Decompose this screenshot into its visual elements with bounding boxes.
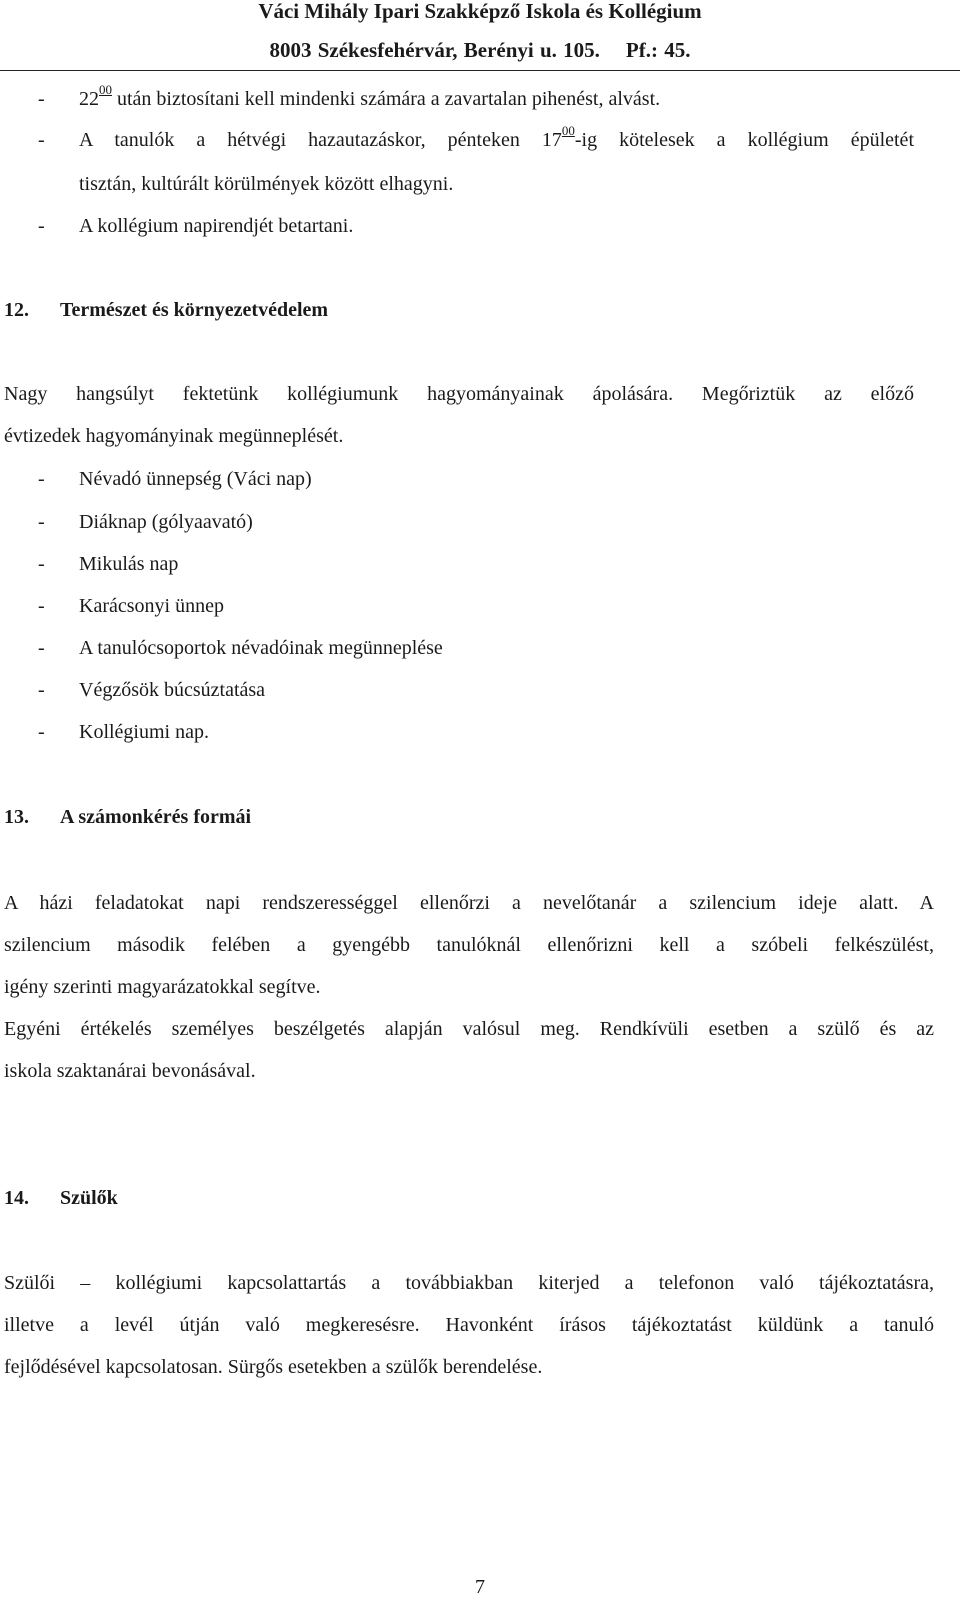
section-number: 12. (4, 299, 29, 321)
paragraph-line: Nagy hangsúlyt fektetünk kollégiumunk hagyományainak ápolására. Megőriztük az előző (4, 383, 914, 405)
paragraph-line: Szülői – kollégiumi kapcsolattartás a továbbiakban kiterjed a telefonon való tájékoztatásra, (4, 1272, 934, 1294)
paragraph-line: iskola szaktanárai bevonásával. (4, 1060, 256, 1082)
section-number: 14. (4, 1187, 29, 1209)
list-item-text: -ig kötelesek a kollégium épületét (574, 129, 914, 151)
po-box: Pf.: 45. (625, 38, 691, 62)
page-number: 7 (475, 1576, 485, 1598)
list-item-text: A tanulók a hétvégi hazautazáskor, pénteken 17 (79, 129, 562, 151)
list-dash: - (38, 129, 45, 151)
list-item-continuation: tisztán, kultúrált körülmények között elhagyni. (79, 173, 454, 195)
time-minutes: 00 (99, 82, 112, 98)
time-hour: 22 (79, 88, 99, 110)
paragraph-line: szilencium második felében a gyengébb tanulóknál ellenőrizni kell a szóbeli felkészülést, (4, 934, 934, 956)
list-item-text: után biztosítani kell mindenki számára a zavartalan pihenést, alvást. (112, 88, 661, 110)
section-heading-13 (4, 805, 251, 829)
list-item: Karácsonyi ünnep (79, 595, 224, 617)
list-item: Kollégiumi nap. (79, 721, 209, 743)
section-heading-14 (4, 1186, 118, 1210)
school-address (0, 38, 960, 63)
paragraph-line: Egyéni értékelés személyes beszélgetés alapján valósul meg. Rendkívüli esetben a szülő és az (4, 1018, 934, 1040)
paragraph-line: fejlődésével kapcsolatosan. Sürgős esetekben a szülők berendelése. (4, 1356, 543, 1378)
list-item (79, 123, 914, 152)
header-divider (0, 70, 960, 71)
section-heading-12 (4, 298, 328, 322)
list-dash: - (38, 215, 45, 237)
list-item: Mikulás nap (79, 553, 179, 575)
time-minutes: 00 (561, 123, 575, 139)
paragraph-line: illetve a levél útján való megkeresésre. Havonként írásos tájékoztatást küldünk a tanuló (4, 1314, 934, 1336)
list-dash: - (38, 637, 45, 659)
section-title: Szülők (60, 1187, 118, 1209)
list-item: A tanulócsoportok névadóinak megünneplése (79, 637, 443, 659)
address-text: 8003 Székesfehérvár, Berényi u. 105. (269, 38, 600, 62)
list-dash: - (38, 721, 45, 743)
list-item: Végzősök búcsúztatása (79, 679, 266, 701)
list-dash: - (38, 511, 45, 533)
list-item: Diáknap (gólyaavató) (79, 511, 253, 533)
paragraph-line: igény szerinti magyarázatokkal segítve. (4, 976, 321, 998)
section-title: Természet és környezetvédelem (60, 299, 329, 321)
section-title: A számonkérés formái (60, 806, 252, 828)
list-dash: - (38, 595, 45, 617)
list-dash: - (38, 88, 45, 110)
section-number: 13. (4, 806, 29, 828)
list-dash: - (38, 553, 45, 575)
list-item: A kollégium napirendjét betartani. (79, 215, 354, 237)
list-dash: - (38, 679, 45, 701)
list-item (79, 82, 661, 111)
paragraph-line: évtizedek hagyományinak megünneplését. (4, 425, 344, 447)
list-item: Névadó ünnepség (Váci nap) (79, 468, 312, 490)
paragraph-line: A házi feladatokat napi rendszerességgel ellenőrzi a nevelőtanár a szilencium ideje alatt. A (4, 892, 934, 914)
list-dash: - (38, 468, 45, 490)
school-name: Váci Mihály Ipari Szakképző Iskola és Kollégium (258, 0, 702, 23)
